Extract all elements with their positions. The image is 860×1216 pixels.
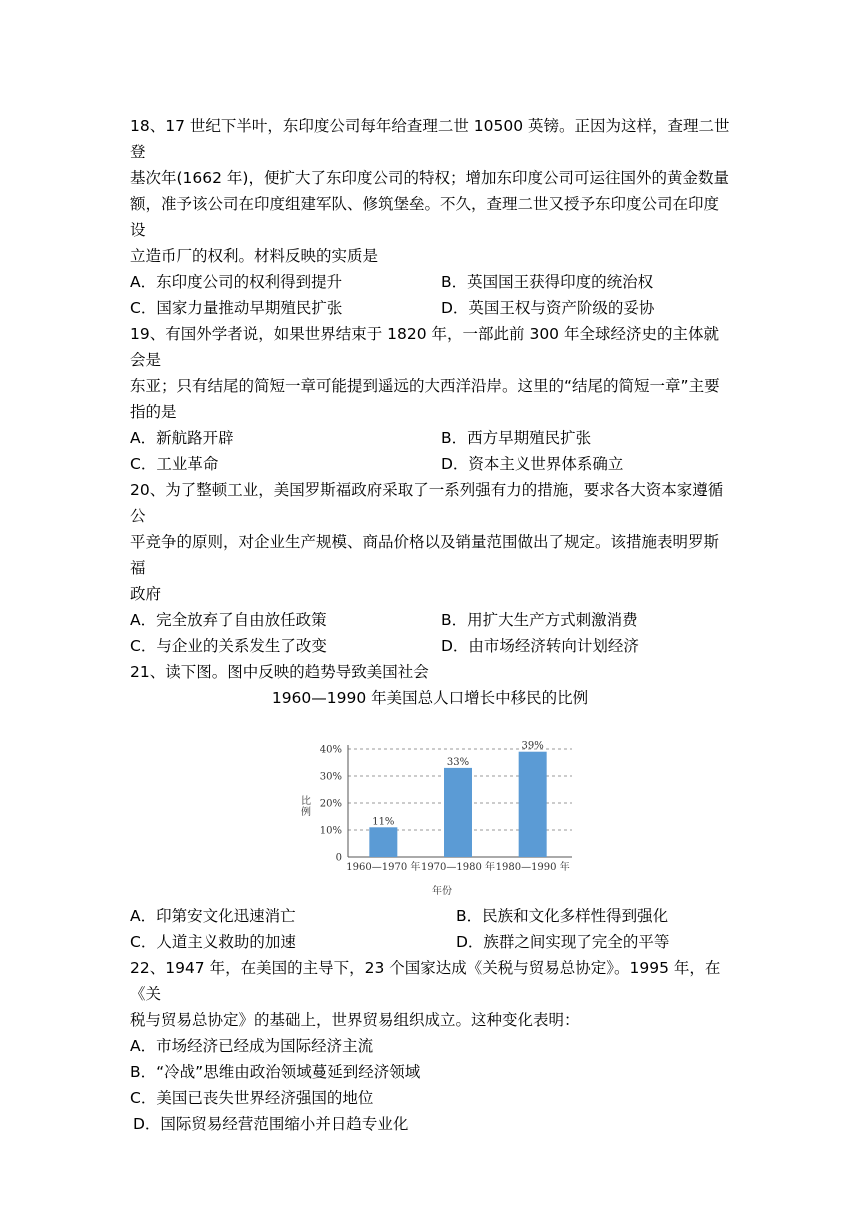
- option-a[interactable]: A．完全放弃了自由放任政策: [130, 611, 327, 629]
- option-d[interactable]: D．国际贸易经营范围缩小并日趋专业化: [133, 1115, 409, 1133]
- question-line: 平竞争的原则，对企业生产规模、商品价格以及销量范围做出了规定。该措施表明罗斯福: [130, 533, 720, 577]
- question-line: 税与贸易总协定》的基础上，世界贸易组织成立。这种变化表明：: [130, 1011, 580, 1029]
- bar: [444, 768, 472, 857]
- y-tick-label: 0: [335, 852, 342, 864]
- option-c[interactable]: C．美国已丧失世界经济强国的地位: [130, 1089, 374, 1107]
- option-d[interactable]: D．由市场经济转向计划经济: [441, 637, 639, 655]
- option-c[interactable]: C．工业革命: [130, 455, 219, 473]
- bar-chart-svg: [130, 687, 730, 899]
- data-label: 11%: [372, 816, 395, 828]
- question-19: [130, 321, 730, 477]
- y-axis-label: 比例: [301, 796, 311, 818]
- option-row: [130, 929, 730, 955]
- option-b[interactable]: B．“冷战”思维由政治领域蔓延到经济领域: [130, 1063, 421, 1081]
- option-row: [130, 451, 730, 477]
- option-row: [130, 607, 730, 633]
- option-d[interactable]: D．英国王权与资产阶级的妥协: [441, 299, 655, 317]
- question-line: 22、1947 年，在美国的主导下，23 个国家达成《关税与贸易总协定》。1995 年，在《关: [130, 959, 721, 1003]
- question-line: 额，准予该公司在印度组建军队、修筑堡垒。不久，查理二世又授予东印度公司在印度设: [130, 195, 720, 239]
- x-axis-label: 年份: [432, 886, 452, 897]
- option-c[interactable]: C．与企业的关系发生了改变: [130, 637, 327, 655]
- exam-content: [130, 113, 730, 1137]
- question-line: 19、有国外学者说，如果世界结束于 1820 年，一部此前 300 年全球经济史的主体就会是: [130, 325, 719, 369]
- question-21: [130, 659, 730, 955]
- chart-title: 1960—1990 年美国总人口增长中移民的比例: [271, 689, 589, 707]
- option-a[interactable]: A．新航路开辟: [130, 429, 234, 447]
- y-tick-label: 10%: [319, 825, 342, 837]
- immigration-chart: [130, 687, 730, 899]
- question-line: 指的是: [130, 403, 177, 421]
- y-tick-label: 20%: [319, 798, 342, 810]
- option-b[interactable]: B．民族和文化多样性得到强化: [456, 907, 669, 925]
- question-line: 基次年(1662 年)，便扩大了东印度公司的特权；增加东印度公司可运往国外的黄金数量: [130, 169, 729, 187]
- bar: [369, 827, 397, 857]
- y-tick-label: 40%: [319, 744, 342, 756]
- option-row: [130, 295, 730, 321]
- bar: [519, 752, 547, 857]
- question-line: 立造币厂的权利。材料反映的实质是: [130, 247, 379, 265]
- option-row: [130, 633, 730, 659]
- option-d[interactable]: D．资本主义世界体系确立: [441, 455, 624, 473]
- option-row: [130, 425, 730, 451]
- question-line: 21、读下图。图中反映的趋势导致美国社会: [130, 663, 429, 681]
- option-b[interactable]: B．西方早期殖民扩张: [441, 429, 592, 447]
- question-line: 政府: [130, 585, 162, 603]
- x-tick-label: 1970—1980 年: [420, 862, 496, 873]
- data-label: 33%: [446, 756, 470, 768]
- option-d[interactable]: D．族群之间实现了完全的平等: [456, 933, 670, 951]
- option-row: [130, 269, 730, 295]
- option-b[interactable]: B．英国国王获得印度的统治权: [441, 273, 654, 291]
- x-tick-label: 1980—1990 年: [495, 862, 570, 873]
- option-c[interactable]: C．人道主义救助的加速: [130, 933, 296, 951]
- y-tick-label: 30%: [319, 771, 342, 783]
- question-line: 20、为了整顿工业，美国罗斯福政府采取了一系列强有力的措施，要求各大资本家遵循公: [130, 481, 724, 525]
- option-a[interactable]: A．东印度公司的权利得到提升: [130, 273, 343, 291]
- data-label: 39%: [521, 740, 544, 752]
- question-line: 东亚；只有结尾的简短一章可能提到遥远的大西洋沿岸。这里的“结尾的简短一章”主要: [130, 377, 720, 395]
- option-c[interactable]: C．国家力量推动早期殖民扩张: [130, 299, 343, 317]
- x-tick-label: 1960—1970 年: [346, 862, 421, 873]
- option-row: [130, 903, 730, 929]
- question-18: [130, 113, 730, 321]
- option-b[interactable]: B．用扩大生产方式刺激消费: [441, 611, 638, 629]
- option-a[interactable]: A．印第安文化迅速消亡: [130, 907, 296, 925]
- question-20: [130, 477, 730, 659]
- option-a[interactable]: A．市场经济已经成为国际经济主流: [130, 1037, 374, 1055]
- question-line: 18、17 世纪下半叶，东印度公司每年给查理二世 10500 英镑。正因为这样，查理二世登: [130, 117, 730, 161]
- question-22: [130, 955, 730, 1137]
